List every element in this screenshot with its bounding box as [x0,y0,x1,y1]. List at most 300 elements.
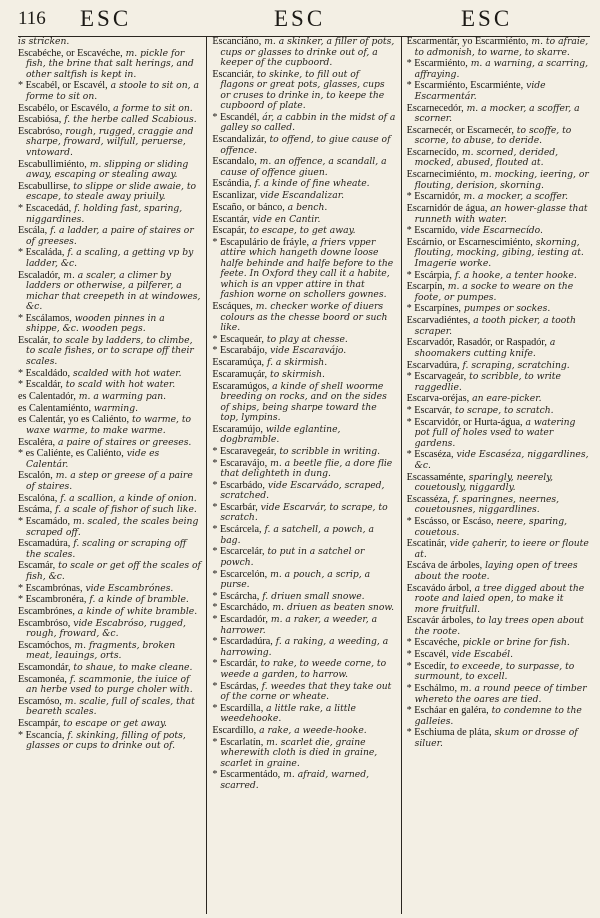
entry-headword: * Escálamos, [18,312,72,324]
entry-headword: Escaléra, [18,436,56,448]
dictionary-entry [407,271,590,282]
entry-definition: neere, sparing, couetous. [414,516,568,538]
dictionary-entry [18,663,201,674]
entry-definition: is stricken. [18,37,70,47]
dictionary-entry [18,49,201,81]
dictionary-entry [212,425,395,446]
dictionary-entry [18,415,201,436]
page-number: 116 [18,8,46,29]
entry-headword: Escabullimiénto, [18,158,87,170]
entry-definition: to slippe or slide awaie, to escape, to steale away priuily. [26,180,197,203]
entry-headword: Escamóchos, [18,639,72,651]
entry-headword: Escanlizar, [212,190,257,202]
entry-definition: to scribble in writing. [279,445,381,457]
entry-headword: Escaño, or bánco, [212,201,285,213]
dictionary-entry [407,650,590,661]
dictionary-entry [407,316,590,337]
entry-headword: * Escardílla, [212,702,264,714]
entry-definition: m. scaled, the scales being scraped off. [26,516,199,538]
entry-definition: vide Escabróso, rugged, rough, froward, &c. [26,617,186,640]
entry-headword: Escatinár, [406,538,447,550]
entry-definition: an eare-picker. [472,393,542,405]
entry-headword: * Escaqueár, [212,333,264,345]
entry-definition: vide es Calentár. [26,448,160,470]
dictionary-entry [212,157,395,178]
entry-headword: Escárnio, or Escarnescimiénto, [406,236,533,248]
entry-definition: skum or drosse of siluer. [414,727,578,749]
entry-columns [18,37,590,914]
dictionary-entry [407,406,590,417]
entry-definition: m. a raker, a weeder, a harrower. [220,614,378,636]
entry-headword: Escamondár, [18,662,71,673]
entry-definition: to scald with hot water. [65,379,176,391]
dictionary-entry [18,641,201,662]
entry-definition: scalded with hot water. [72,367,182,379]
entry-headword: * Escaldár, [18,379,63,391]
entry-definition: m. an offence, a scandall, a cause of offence giuen. [220,156,387,178]
dictionary-entry [18,182,201,203]
entry-headword: * Escárpia, [406,269,452,281]
dictionary-entry [407,662,590,683]
entry-headword: Escaladór, [18,269,61,281]
dictionary-entry [407,539,590,560]
entry-headword: Escamóso, [18,695,62,707]
entry-headword: Escalár, [18,334,51,346]
entry-headword: Escanciár, [212,68,255,80]
entry-definition: f. scammonie, the iuice of an herbe vsed to purge choler with. [26,673,193,696]
dictionary-entry [407,192,590,203]
entry-definition: a shoomakers cutting knife. [414,337,556,359]
entry-definition: to exceede, to surpasse, to surmount, to excell. [414,660,575,683]
dictionary-entry [212,370,395,381]
entry-definition: m. a warning, a scarring, affraying. [414,58,589,80]
dictionary-entry [212,346,395,357]
entry-headword: Escáques, [212,301,253,313]
dictionary-entry [212,135,395,156]
column-right [402,37,590,914]
entry-headword: Escarnecedór, [406,102,464,114]
dictionary-entry [212,113,395,134]
entry-headword: Escampár, [18,718,61,730]
entry-definition: m. mocking, ieering, or flouting, derision, skorning. [414,169,589,191]
entry-headword: Escardíllo, [212,725,257,736]
dictionary-entry [212,637,395,658]
entry-headword: * Escarabájo, [212,345,268,357]
dictionary-entry [18,619,201,640]
entry-headword: * es Caliénte, es Caliénto, [18,448,124,460]
entry-definition: to offend, to giue cause of offence. [220,134,391,156]
entry-headword: Escantár, [212,213,250,225]
dictionary-entry [212,447,395,458]
dictionary-entry [18,336,201,368]
entry-headword: * Escaséza, [406,449,454,461]
entry-headword: es Calentadór, [18,391,76,402]
entry-headword: * Escarbádo, [212,479,265,491]
dictionary-entry [18,517,201,538]
dictionary-entry [212,335,395,346]
entry-headword: Escarpín, [406,281,445,293]
entry-definition: vide Escarvádo, scraped, scratched. [220,479,385,502]
entry-definition: vide Escarvár, to scrape, to scratch. [220,501,388,524]
dictionary-entry [407,170,590,191]
entry-definition: m. pickle for fish, the brine that salt herings, and other saltfish is kept in. [26,47,194,80]
entry-headword: Escaramúgos, [212,380,270,392]
entry-headword: Escarmentár, yo Escarmiénto, [406,37,529,47]
entry-definition: f. the herbe called Scabious. [64,114,197,126]
entry-definition: to play at chesse. [266,333,348,345]
entry-headword: Escála, [18,225,48,237]
dictionary-entry [407,450,590,471]
entry-definition: vide en Cantir. [252,213,321,225]
dictionary-entry [18,115,201,126]
dictionary-entry [407,684,590,705]
entry-headword: * Escarpínes, [406,303,461,315]
dictionary-entry [18,697,201,718]
entry-headword: * Escaláda, [18,247,65,259]
entry-definition: wilde eglantine, dogbramble. [220,423,341,446]
entry-headword: * Escárdas, [212,680,259,692]
dictionary-entry [212,459,395,480]
entry-headword: Escamonéa, [18,673,67,685]
dictionary-entry [18,37,201,48]
dictionary-entry [212,770,395,791]
dictionary-entry [18,584,201,595]
entry-definition: f. a kinde of fine wheate. [254,178,370,190]
dictionary-entry [407,226,590,237]
entry-headword: * Escaldádo, [18,367,71,379]
entry-definition: to skinke, to fill out of flagons or great pots, glasses, cups or cruses to drinke in, to keepe the cupboord of plate. [220,68,385,112]
entry-headword: Escaramúça, [212,357,265,369]
entry-headword: Escarnecér, or Escarnecér, [406,124,514,136]
entry-definition: m. a skinker, a filler of pots, cups or glasses to drinke out of, a keeper of the cupboord. [220,37,395,68]
dictionary-entry [407,517,590,538]
dictionary-entry [212,191,395,202]
entry-headword: * Escarlatín, [212,736,264,748]
entry-definition: to scale by ladders, to climbe, to scale fishes, or to scrape off their scales. [26,334,194,367]
entry-headword: * Eschiuma de pláta, [406,727,492,739]
dictionary-entry [212,615,395,636]
entry-definition: to rake, to weede corne, to weede a garden, to harrow. [220,658,387,680]
dictionary-entry [212,704,395,725]
entry-headword: * Escabél, or Escavél, [18,80,108,92]
entry-headword: * Escarvageár, [406,371,467,383]
entry-headword: * Escarmiénto, [406,58,468,70]
entry-headword: * Escárcha, [212,590,260,602]
dictionary-entry [18,314,201,335]
dictionary-entry [407,394,590,405]
dictionary-entry [18,561,201,582]
entry-headword: * Escavél, [406,649,449,661]
entry-definition: a bench. [287,201,328,213]
entry-headword: * Escedír, [406,660,447,672]
entry-definition: m. a step or greese of a paire of staires. [26,470,193,492]
entry-definition: f. a scale of fishor of such like. [55,504,197,516]
dictionary-entry [18,719,201,730]
entry-headword: * Escásso, or Escáso, [406,516,494,527]
dictionary-entry [212,682,395,703]
entry-definition: f. a kinde of bramble. [89,594,189,606]
entry-definition: laying open of trees about the roote. [414,560,578,582]
entry-headword: Escandalo, [212,156,257,168]
entry-headword: * Escardadúra, [212,636,273,648]
dictionary-entry [407,304,590,315]
entry-headword: * Escapulário de fráyle, [212,236,310,248]
dictionary-entry [407,104,590,125]
entry-definition: vide Escabél. [451,649,514,661]
entry-definition: to scribble, to write raggedlie. [414,371,561,393]
entry-definition: a kinde of shell woorme breeding on rocks, and on the sides of ships, being sharpe toward the top, lympins. [220,380,387,423]
entry-definition: wooden pinnes in a shippe, &c. wooden pegs. [26,312,165,335]
dictionary-entry [407,238,590,270]
entry-headword: Escarvadúra, [406,359,460,371]
entry-definition: a friers vpper attire which hangeth downe loose halfe behinde and halfe before to the feete. In Oxford they call it a habite, which is an vpper attire in that fashion worne on schollers gownes. [220,236,394,301]
dictionary-entry [212,70,395,112]
dictionary-entry [407,59,590,80]
entry-headword: Escavár árboles, [406,615,474,627]
entry-definition: a watering pot full of holes vsed to water gardens. [414,416,576,449]
entry-definition: pumpes or sockes. [463,303,551,315]
entry-headword: * Escaravájo, [212,457,268,469]
entry-headword: * Escháar en galéra, [406,705,489,717]
entry-definition: f. a satchell, a powch, a bag. [220,524,374,546]
entry-definition: ár, a cabbin in the midst of a galley so called. [220,111,396,134]
dictionary-entry [212,570,395,591]
entry-headword: * Escancía, [18,729,65,741]
entry-headword: * Escarcelón, [212,568,268,580]
entry-definition: vide çaherir, to ieere or floute at. [414,538,589,560]
dictionary-entry [407,584,590,616]
entry-headword: Escarva-oréjas, [406,393,470,405]
dictionary-entry [407,495,590,516]
dictionary-entry [18,226,201,247]
entry-definition: vide Escambrónes. [85,582,174,594]
entry-headword: Escambróso, [18,617,71,629]
entry-definition: a tooth picker, a tooth scraper. [414,315,576,337]
page-header [18,6,590,37]
entry-headword: Escabiósa, [18,114,62,126]
entry-definition: f. a scallion, a kinde of onion. [60,492,197,504]
entry-headword: * Escarvidór, or Hurta-água, [406,416,523,428]
dictionary-entry [407,728,590,749]
entry-headword: Escarvadiéntes, [406,315,471,327]
entry-definition: f. skinking, filling of pots, glasses or cups to drinke out of. [26,729,186,752]
entry-definition: warming. [93,402,139,414]
entry-definition: skorning, flouting, mocking, gibing, iesting at. Imagerie worke. [414,236,584,269]
entry-headword: Escarnidór de água, [406,203,488,214]
entry-definition: an hower-glasse that runneth with water. [414,203,588,225]
entry-headword: Escabéche, or Escavéche, [18,47,123,59]
entry-definition: m. a mocker, a scoffer. [463,191,569,203]
entry-definition: to escape or get away. [63,718,167,730]
entry-definition: vide Escarmentár. [414,80,546,102]
dictionary-entry [18,160,201,181]
entry-definition: f. a scaling, a getting vp by ladder, &c. [26,247,194,269]
entry-headword: Escarnecimiénto, [406,169,478,181]
dictionary-entry [212,238,395,301]
entry-headword: * Escambrónas, [18,582,83,594]
dictionary-entry [407,372,590,393]
dictionary-entry [212,215,395,226]
entry-headword: * Escardár, [212,658,258,670]
entry-definition: vide Escaravájo. [270,345,347,357]
entry-headword: Escavádo árbol, [406,582,472,594]
entry-definition: m. a round peece of timber whereto the oares are tied. [414,683,587,705]
entry-headword: Escanciáno, [212,37,262,47]
entry-headword: * Escavéche, [406,637,460,649]
dictionary-entry [18,380,201,391]
entry-headword: Escarvadór, Rasadór, or Raspadór, [406,337,547,349]
dictionary-entry [212,302,395,334]
entry-definition: f. scraping, scratching. [462,359,570,371]
entry-definition: a little rake, a little weedehooke. [220,702,356,725]
dictionary-entry [407,418,590,450]
entry-definition: m. a socke to weare on the foote, or pumpes. [414,281,574,303]
entry-headword: Escáva de árboles, [406,560,483,572]
entry-headword: Escarnecído, [406,146,459,158]
entry-definition: pickle or brine for fish. [462,637,570,649]
entry-definition: f. holding fast, sparing, niggardines. [26,203,183,225]
entry-headword: * Escambronéra, [18,594,87,606]
entry-headword: * Eschálmo, [406,683,458,694]
entry-headword: * Escarmiénto, Escarmiénte, [406,80,524,92]
dictionary-entry [18,505,201,516]
dictionary-entry [18,438,201,449]
dictionary-entry [212,592,395,603]
entry-definition: m. a mocker, a scoffer, a scorner. [414,102,580,125]
entry-headword: * Escandél, [212,111,260,123]
running-headword-left: ESC [80,6,132,31]
entry-definition: vide Escaséza, niggardlines, &c. [414,449,589,471]
entry-definition: to scale or get off the scales of fish, &c. [26,560,201,582]
entry-headword: * Escardadór, [212,614,268,626]
dictionary-entry [407,616,590,637]
dictionary-entry [18,248,201,269]
dictionary-entry [18,369,201,380]
entry-definition: a rake, a weede-hooke. [259,725,367,736]
dictionary-entry [18,271,201,313]
dictionary-entry [407,81,590,102]
dictionary-entry [212,726,395,737]
dictionary-entry [18,104,201,115]
entry-definition: a paire of staires or greeses. [57,436,192,448]
entry-definition: to scoffe, to scorne, to abuse, to deride. [414,124,572,147]
dictionary-entry [407,638,590,649]
dictionary-entry [18,731,201,752]
entry-definition: to put in a satchel or powch. [220,546,365,568]
entry-definition: f. a ladder, a paire of staires or of greeses. [26,225,194,247]
entry-definition: f. a hooke, a tenter hooke. [454,269,577,281]
entry-definition: f. sparingnes, neernes, couetousnes, niggardlines. [414,493,560,516]
dictionary-entry [407,282,590,303]
entry-headword: Escassaménte, [406,471,466,483]
entry-definition: m. slipping or sliding away, escaping or stealing away. [26,158,189,181]
entry-headword: Escaramuçár, [212,368,268,380]
entry-headword: Escasséza, [406,493,450,505]
dictionary-entry [18,404,201,415]
entry-definition: to escape, to get away. [249,225,356,237]
dictionary-entry [407,338,590,359]
entry-headword: Escaramújo, [212,423,263,435]
entry-headword: * Escarnidór, [406,191,461,203]
entry-definition: f. scaling or scraping off the scales. [26,538,187,560]
dictionary-entry [407,126,590,147]
dictionary-entry [212,547,395,568]
entry-definition: sparingly, neerely, couetously, niggardly. [414,471,554,494]
dictionary-entry [212,738,395,770]
dictionary-entry [407,37,590,58]
dictionary-entry [407,148,590,169]
entry-headword: Escabullirse, [18,180,71,192]
dictionary-entry [212,203,395,214]
entry-definition: to shaue, to make cleane. [73,662,193,673]
entry-headword: Escalóna, [18,492,58,504]
dictionary-entry [18,449,201,470]
entry-definition: to skirmish. [270,368,325,380]
dictionary-entry [212,358,395,369]
dictionary-entry [407,706,590,727]
entry-definition: m. driuen as beaten snow. [272,602,395,614]
entry-headword: * Escarnído, [406,225,458,237]
dictionary-entry [212,603,395,614]
entry-definition: to scrape, to scratch. [455,405,554,417]
entry-definition: a kinde of white bramble. [77,605,198,617]
entry-definition: a stoole to sit on, a forme to sit on. [26,80,199,102]
entry-definition: m. a beetle flie, a dore flie that delighteth in dung. [220,457,393,480]
entry-headword: Escamár, [18,560,56,572]
dictionary-entry [212,659,395,680]
entry-headword: es Calentár, yo es Caliénto, [18,414,130,426]
entry-definition: vide Escarnecído. [460,225,543,237]
entry-definition: m. a scaler, a climer by ladders or otherwise, a pilferer, a michar that creepeth in at windowes, &c. [26,269,201,313]
entry-definition: m. scorned, derided, mocked, abused, flouted at. [414,146,559,169]
entry-headword: Escabélo, or Escavélo, [18,102,111,114]
dictionary-entry [407,561,590,582]
dictionary-entry [18,607,201,618]
dictionary-entry [212,382,395,424]
dictionary-entry [18,595,201,606]
entry-headword: * Escarvár, [406,405,453,417]
dictionary-entry [18,494,201,505]
entry-headword: Escalón, [18,470,53,482]
entry-headword: * Escárcela, [212,524,262,536]
column-middle [207,37,401,914]
column-left [18,37,207,914]
entry-definition: m. scarlet die, graine wherewith cloth is died in graine, scarlet in graine. [220,736,378,769]
entry-definition: a forme to sit on. [113,102,193,114]
dictionary-entry [18,127,201,159]
entry-definition: rough, rugged, craggie and sharpe, froward, wilfull, peruerse, vntoward. [26,125,194,158]
entry-headword: Escapár, [212,225,247,237]
entry-definition: m. fragments, broken meat, leauings, orts. [26,639,176,662]
entry-definition: m. a pouch, a scrip, a purse. [220,568,371,590]
entry-headword: * Escarchádo, [212,602,270,614]
entry-definition: m. a warming pan. [78,391,167,402]
entry-headword: Escabróso, [18,125,63,137]
dictionary-entry [407,361,590,372]
dictionary-entry [212,226,395,237]
entry-definition: m. checker worke of diuers colours as the chesse boord or such like. [220,301,388,334]
entry-headword: * Escamádo, [18,516,71,527]
running-headword-center: ESC [274,6,326,31]
running-headword-right: ESC [461,6,513,31]
dictionary-entry [407,473,590,494]
dictionary-entry [212,481,395,502]
entry-definition: f. driuen small snowe. [262,590,365,602]
dictionary-entry [18,471,201,492]
dictionary-entry [18,675,201,696]
dictionary-entry [18,539,201,560]
entry-headword: * Escacedád, [18,203,72,214]
